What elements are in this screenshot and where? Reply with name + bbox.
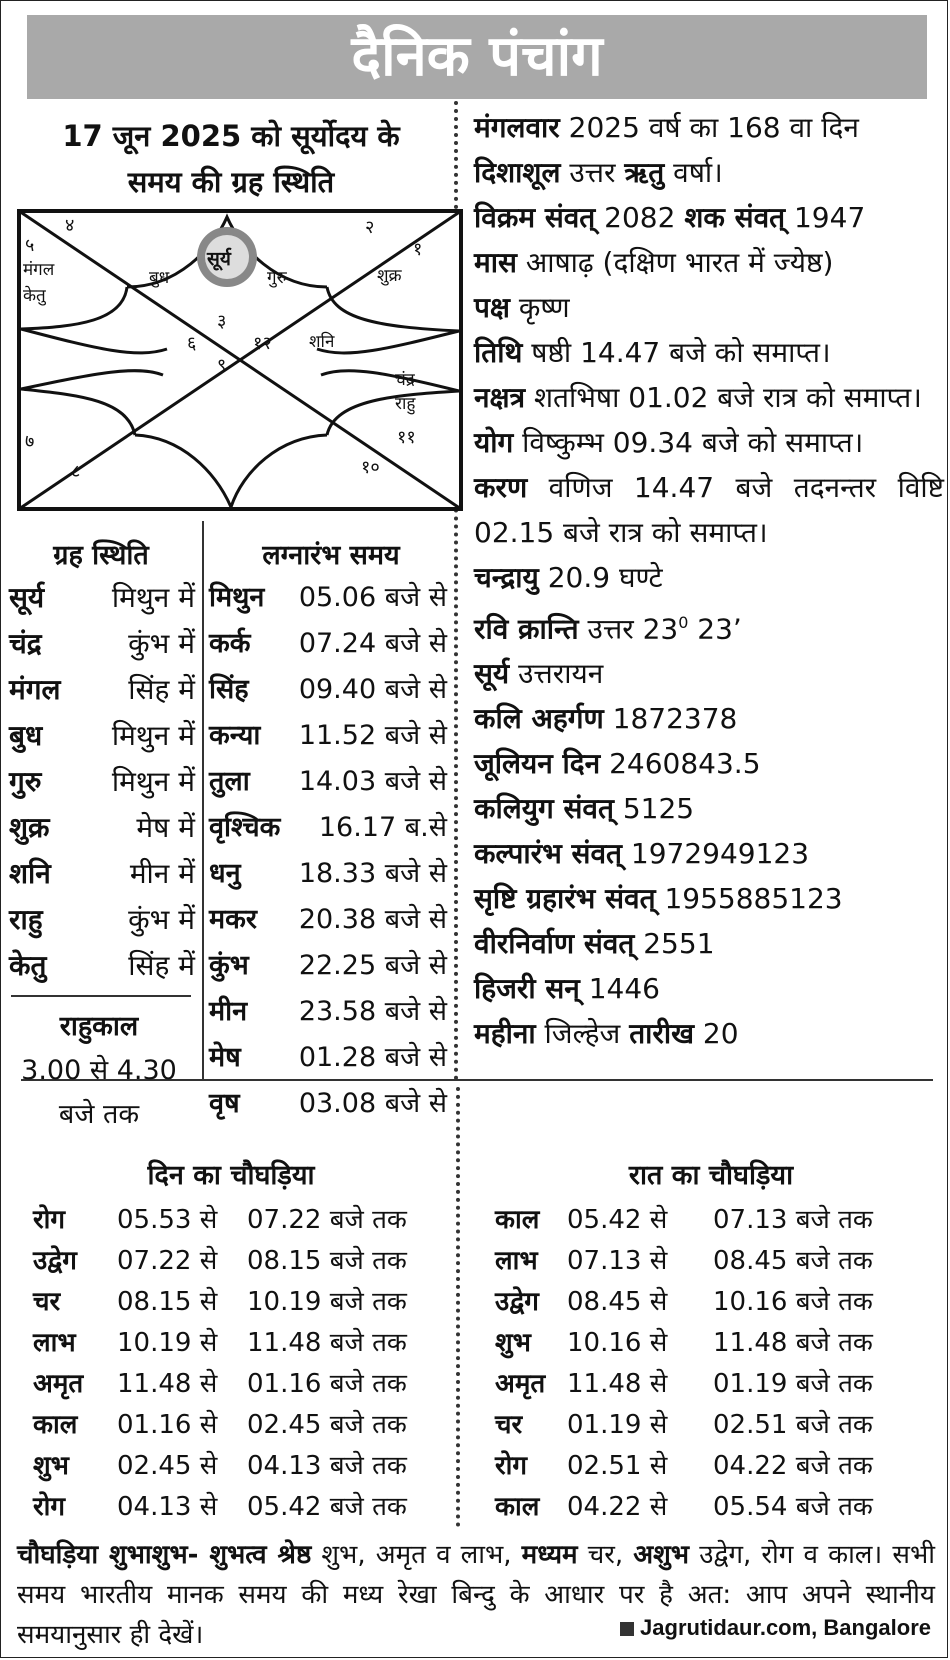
rahukaal-box (9, 1005, 189, 1137)
planet-chandra: चंद्र (395, 370, 415, 390)
planet-ketu: केतु (23, 286, 46, 306)
info-mahina: महीना जिल्हेज तारीख 20 (474, 1017, 739, 1051)
table-row: काल 04.22 से 05.54 बजे तक (495, 1492, 873, 1522)
info-kali-ahargan: कलि अहर्गण 1872378 (474, 702, 738, 736)
house-number: १० (361, 457, 380, 478)
house-number: १२ (253, 333, 272, 354)
kundli-chart (17, 209, 463, 511)
planet-guru: गुरु (267, 268, 287, 288)
info-paksh: पक्ष कृष्ण (474, 291, 570, 324)
info-samvat: विक्रम संवत् 2082 शक संवत् 1947 (474, 201, 866, 234)
footer-note: चौघड़िया शुभाशुभ- शुभत्व श्रेष्ठ शुभ, अमृत व लाभ, मध्यम चर, अशुभ उद्वेग, रोग व काल। सभी समय भारतीय मानक समय की मध्य रेखा बिन्दु के आधार पर है अत: आप अपने स्थानीय समयानुसार ही देखें। (17, 1540, 935, 1650)
table-row: मेष 01.28 बजे से (209, 1042, 447, 1073)
table-row: मकर 20.38 बजे से (209, 904, 447, 935)
table-row: काल 05.42 से 07.13 बजे तक (495, 1205, 873, 1235)
house-number: ६ (187, 333, 197, 354)
info-ravi-kranti: रवि क्रान्ति उत्तर $23^0$ 23’ (474, 612, 742, 646)
kundli-heading-line2: समय की ग्रह स्थिति (127, 165, 335, 199)
table-row: अमृत 11.48 से 01.16 बजे तक (33, 1369, 407, 1399)
info-srishti: सृष्टि ग्रहारंभ संवत् 1955885123 (474, 882, 843, 916)
table-row: वृश्चिक 16.17 ब.से (209, 812, 447, 843)
house-number: २ (365, 217, 375, 238)
lagnarambh-heading: लग्नारंभ समय (262, 540, 400, 571)
table-row: शुभ 02.45 से 04.13 बजे तक (33, 1451, 407, 1481)
table-row: बुध मिथुन में (9, 719, 195, 752)
table-row: कुंभ 22.25 बजे से (209, 950, 447, 981)
table-row: चर 08.15 से 10.19 बजे तक (33, 1287, 407, 1317)
table-row: मंगल सिंह में (9, 673, 195, 706)
planet-surya: सूर्य (207, 248, 231, 270)
lagnarambh-table (209, 575, 449, 1127)
table-row: उद्वेग 08.45 से 10.16 बजे तक (495, 1287, 873, 1317)
info-yog: योग विष्कुम्भ 09.34 बजे को समाप्त। (474, 426, 864, 459)
house-number: ५ (25, 235, 35, 256)
table-row: लाभ 10.19 से 11.48 बजे तक (33, 1328, 407, 1358)
info-tithi: तिथि षष्ठी 14.47 बजे को समाप्त। (474, 336, 831, 369)
credit-text: Jagrutidaur.com, Bangalore (640, 1615, 931, 1640)
raat-choghadiya-table (495, 1200, 915, 1528)
table-row: राहु कुंभ में (9, 903, 195, 936)
table-row: कर्क 07.24 बजे से (209, 628, 447, 659)
info-maas: मास आषाढ़ (दक्षिण भारत में ज्येष्ठ) (474, 246, 834, 279)
planet-shani: शनि (309, 332, 335, 352)
table-row: वृष 03.08 बजे से (209, 1088, 447, 1119)
rahukaal-divider (11, 995, 191, 997)
din-choghadiya-table (33, 1200, 443, 1528)
table-row: मिथुन 05.06 बजे से (209, 582, 447, 613)
table-row: रोग 04.13 से 05.42 बजे तक (33, 1492, 407, 1522)
table-row: लाभ 07.13 से 08.45 बजे तक (495, 1246, 873, 1276)
info-chandrayu: चन्द्रायु 20.9 घण्टे (474, 561, 663, 594)
info-day: मंगलवार 2025 वर्ष का 168 वा दिन (474, 111, 859, 144)
table-row: चंद्र कुंभ में (9, 627, 195, 660)
table-row: रोग 05.53 से 07.22 बजे तक (33, 1205, 407, 1235)
info-nakshatra: नक्षत्र शतभिषा 01.02 बजे रात्र को समाप्त। (474, 381, 922, 414)
kundli-heading-line1: 17 जून 2025 को सूर्योदय के (62, 119, 400, 153)
table-divider (202, 521, 204, 1081)
planet-rahu: राहु (395, 394, 416, 414)
table-row: गुरु मिथुन में (9, 765, 195, 798)
table-row: रोग 02.51 से 04.22 बजे तक (495, 1451, 873, 1481)
din-choghadiya-heading: दिन का चौघड़िया (147, 1160, 315, 1191)
planet-mangal: मंगल (23, 260, 55, 280)
right-info (474, 105, 944, 1056)
table-row: उद्वेग 07.22 से 08.15 बजे तक (33, 1246, 407, 1276)
page-title: दैनिक पंचांग (27, 15, 927, 99)
info-karan: करण वणिज 14.47 बजे तदनन्तर विष्टि 02.15 बजे रात्र को समाप्त। (474, 471, 944, 549)
house-number: ९ (217, 355, 227, 376)
table-row: केतु सिंह में (9, 949, 195, 982)
bottom-vertical-divider (456, 1087, 460, 1527)
house-number: ७ (25, 431, 35, 452)
kundli-heading (21, 113, 441, 205)
grah-sthiti-heading: ग्रह स्थिति (53, 540, 149, 571)
table-row: शुक्र मेष में (9, 811, 195, 844)
house-number: ४ (65, 215, 75, 236)
planet-budh: बुध (149, 268, 170, 288)
table-row: धनु 18.33 बजे से (209, 858, 447, 889)
house-number: ११ (397, 427, 416, 448)
rahukaal-time: 3.00 से 4.30 (21, 1055, 177, 1086)
info-kaliyug: कलियुग संवत् 5125 (474, 792, 695, 826)
house-number: ३ (217, 311, 227, 332)
table-row: काल 01.16 से 02.45 बजे तक (33, 1410, 407, 1440)
info-dishashool: दिशाशूल उत्तर ऋतु वर्षा। (474, 156, 723, 189)
credit-line (620, 1615, 931, 1641)
table-row: तुला 14.03 बजे से (209, 766, 447, 797)
table-row: कन्या 11.52 बजे से (209, 720, 447, 751)
planet-shukra: शुक्र (377, 266, 402, 286)
rahukaal-heading: राहुकाल (59, 1011, 139, 1042)
info-kalparambh: कल्पारंभ संवत् 1972949123 (474, 837, 810, 871)
house-number: १ (413, 239, 423, 260)
info-julian-din: जूलियन दिन 2460843.5 (474, 747, 761, 781)
table-row: सिंह 09.40 बजे से (209, 674, 447, 705)
table-row: चर 01.19 से 02.51 बजे तक (495, 1410, 873, 1440)
info-surya: सूर्य उत्तरायन (474, 657, 604, 691)
table-row: अमृत 11.48 से 01.19 बजे तक (495, 1369, 873, 1399)
grah-sthiti-table (9, 575, 195, 989)
table-row: सूर्य मिथुन में (9, 581, 195, 614)
info-veernirvan: वीरनिर्वाण संवत् 2551 (474, 927, 715, 961)
raat-choghadiya-heading: रात का चौघड़िया (628, 1160, 794, 1191)
table-row: शुभ 10.16 से 11.48 बजे तक (495, 1328, 873, 1358)
table-row: शनि मीन में (9, 857, 195, 890)
square-bullet-icon (620, 1622, 634, 1636)
rahukaal-suffix: बजे तक (58, 1099, 140, 1130)
table-row: मीन 23.58 बजे से (209, 996, 447, 1027)
house-number: ८ (71, 461, 81, 482)
info-hijri: हिजरी सन् 1446 (474, 972, 660, 1006)
